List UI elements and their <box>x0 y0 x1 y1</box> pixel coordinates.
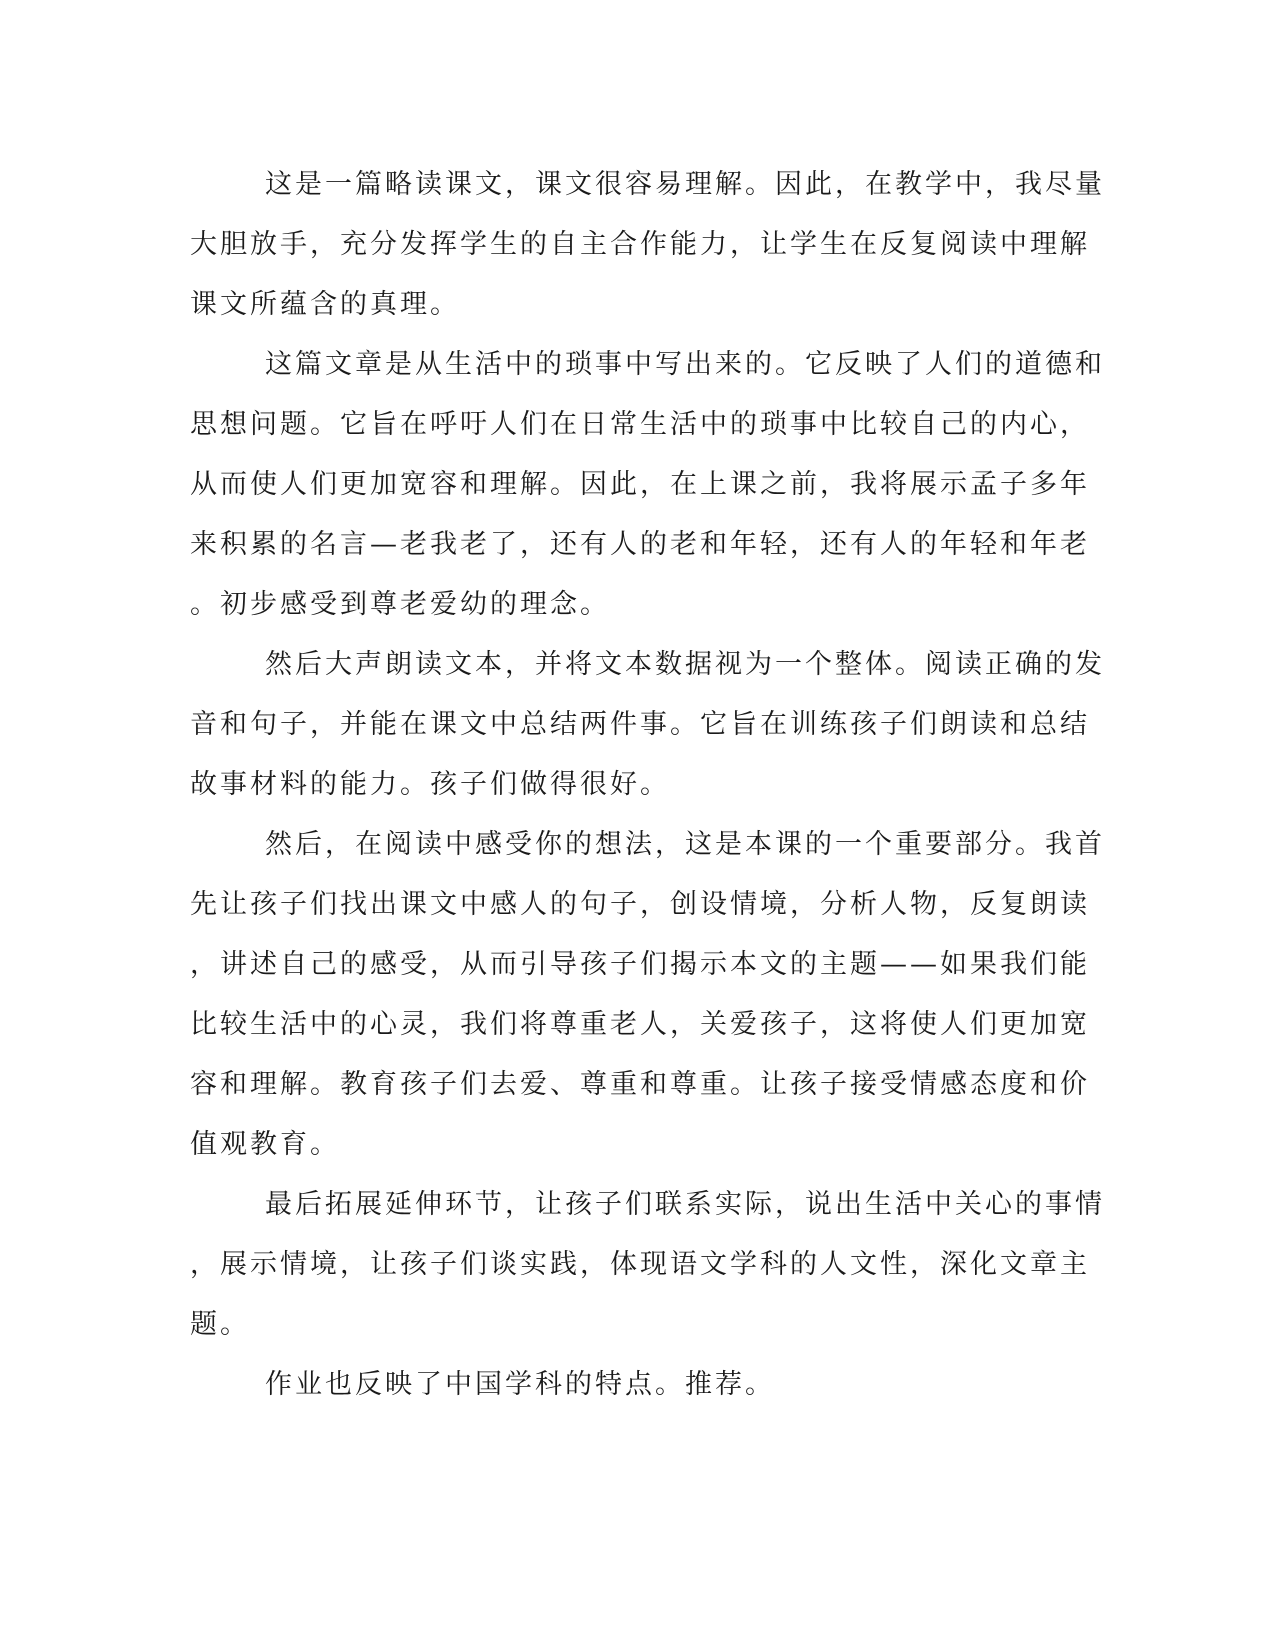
paragraph-5-line-3: 题。 <box>190 1309 250 1340</box>
paragraph-5-line-2: ，展示情境，让孩子们谈实践，体现语文学科的人文性，深化文章主 <box>190 1249 1090 1280</box>
paragraph-1-line-3: 课文所蕴含的真理。 <box>190 289 460 320</box>
paragraph-2-line-3: 从而使人们更加宽容和理解。因此，在上课之前，我将展示孟子多年 <box>190 469 1090 500</box>
paragraph-1-line-1: 这是一篇略读课文，课文很容易理解。因此，在教学中，我尽量 <box>265 169 1105 200</box>
paragraph-5-line-1: 最后拓展延伸环节，让孩子们联系实际，说出生活中关心的事情 <box>265 1189 1105 1220</box>
paragraph-2-line-2: 思想问题。它旨在呼吁人们在日常生活中的琐事中比较自己的内心， <box>190 409 1090 440</box>
paragraph-4-line-2: 先让孩子们找出课文中感人的句子，创设情境，分析人物，反复朗读 <box>190 889 1090 920</box>
paragraph-1-line-2: 大胆放手，充分发挥学生的自主合作能力，让学生在反复阅读中理解 <box>190 229 1090 260</box>
paragraph-4-line-4: 比较生活中的心灵，我们将尊重老人，关爱孩子，这将使人们更加宽 <box>190 1009 1090 1040</box>
paragraph-2-line-4: 来积累的名言—老我老了，还有人的老和年轻，还有人的年轻和年老 <box>190 529 1090 560</box>
paragraph-4-line-6: 值观教育。 <box>190 1129 340 1160</box>
paragraph-4-line-5: 容和理解。教育孩子们去爱、尊重和尊重。让孩子接受情感态度和价 <box>190 1069 1090 1100</box>
paragraph-3-line-1: 然后大声朗读文本，并将文本数据视为一个整体。阅读正确的发 <box>265 649 1105 680</box>
paragraph-2-line-1: 这篇文章是从生活中的琐事中写出来的。它反映了人们的道德和 <box>265 349 1105 380</box>
paragraph-3-line-3: 故事材料的能力。孩子们做得很好。 <box>190 769 670 800</box>
paragraph-4-line-3: ，讲述自己的感受，从而引导孩子们揭示本文的主题——如果我们能 <box>190 949 1090 980</box>
paragraph-4-line-1: 然后，在阅读中感受你的想法，这是本课的一个重要部分。我首 <box>265 829 1105 860</box>
paragraph-2-line-5: 。初步感受到尊老爱幼的理念。 <box>190 589 610 620</box>
paragraph-6-line-1: 作业也反映了中国学科的特点。推荐。 <box>265 1369 775 1400</box>
paragraph-3-line-2: 音和句子，并能在课文中总结两件事。它旨在训练孩子们朗读和总结 <box>190 709 1090 740</box>
